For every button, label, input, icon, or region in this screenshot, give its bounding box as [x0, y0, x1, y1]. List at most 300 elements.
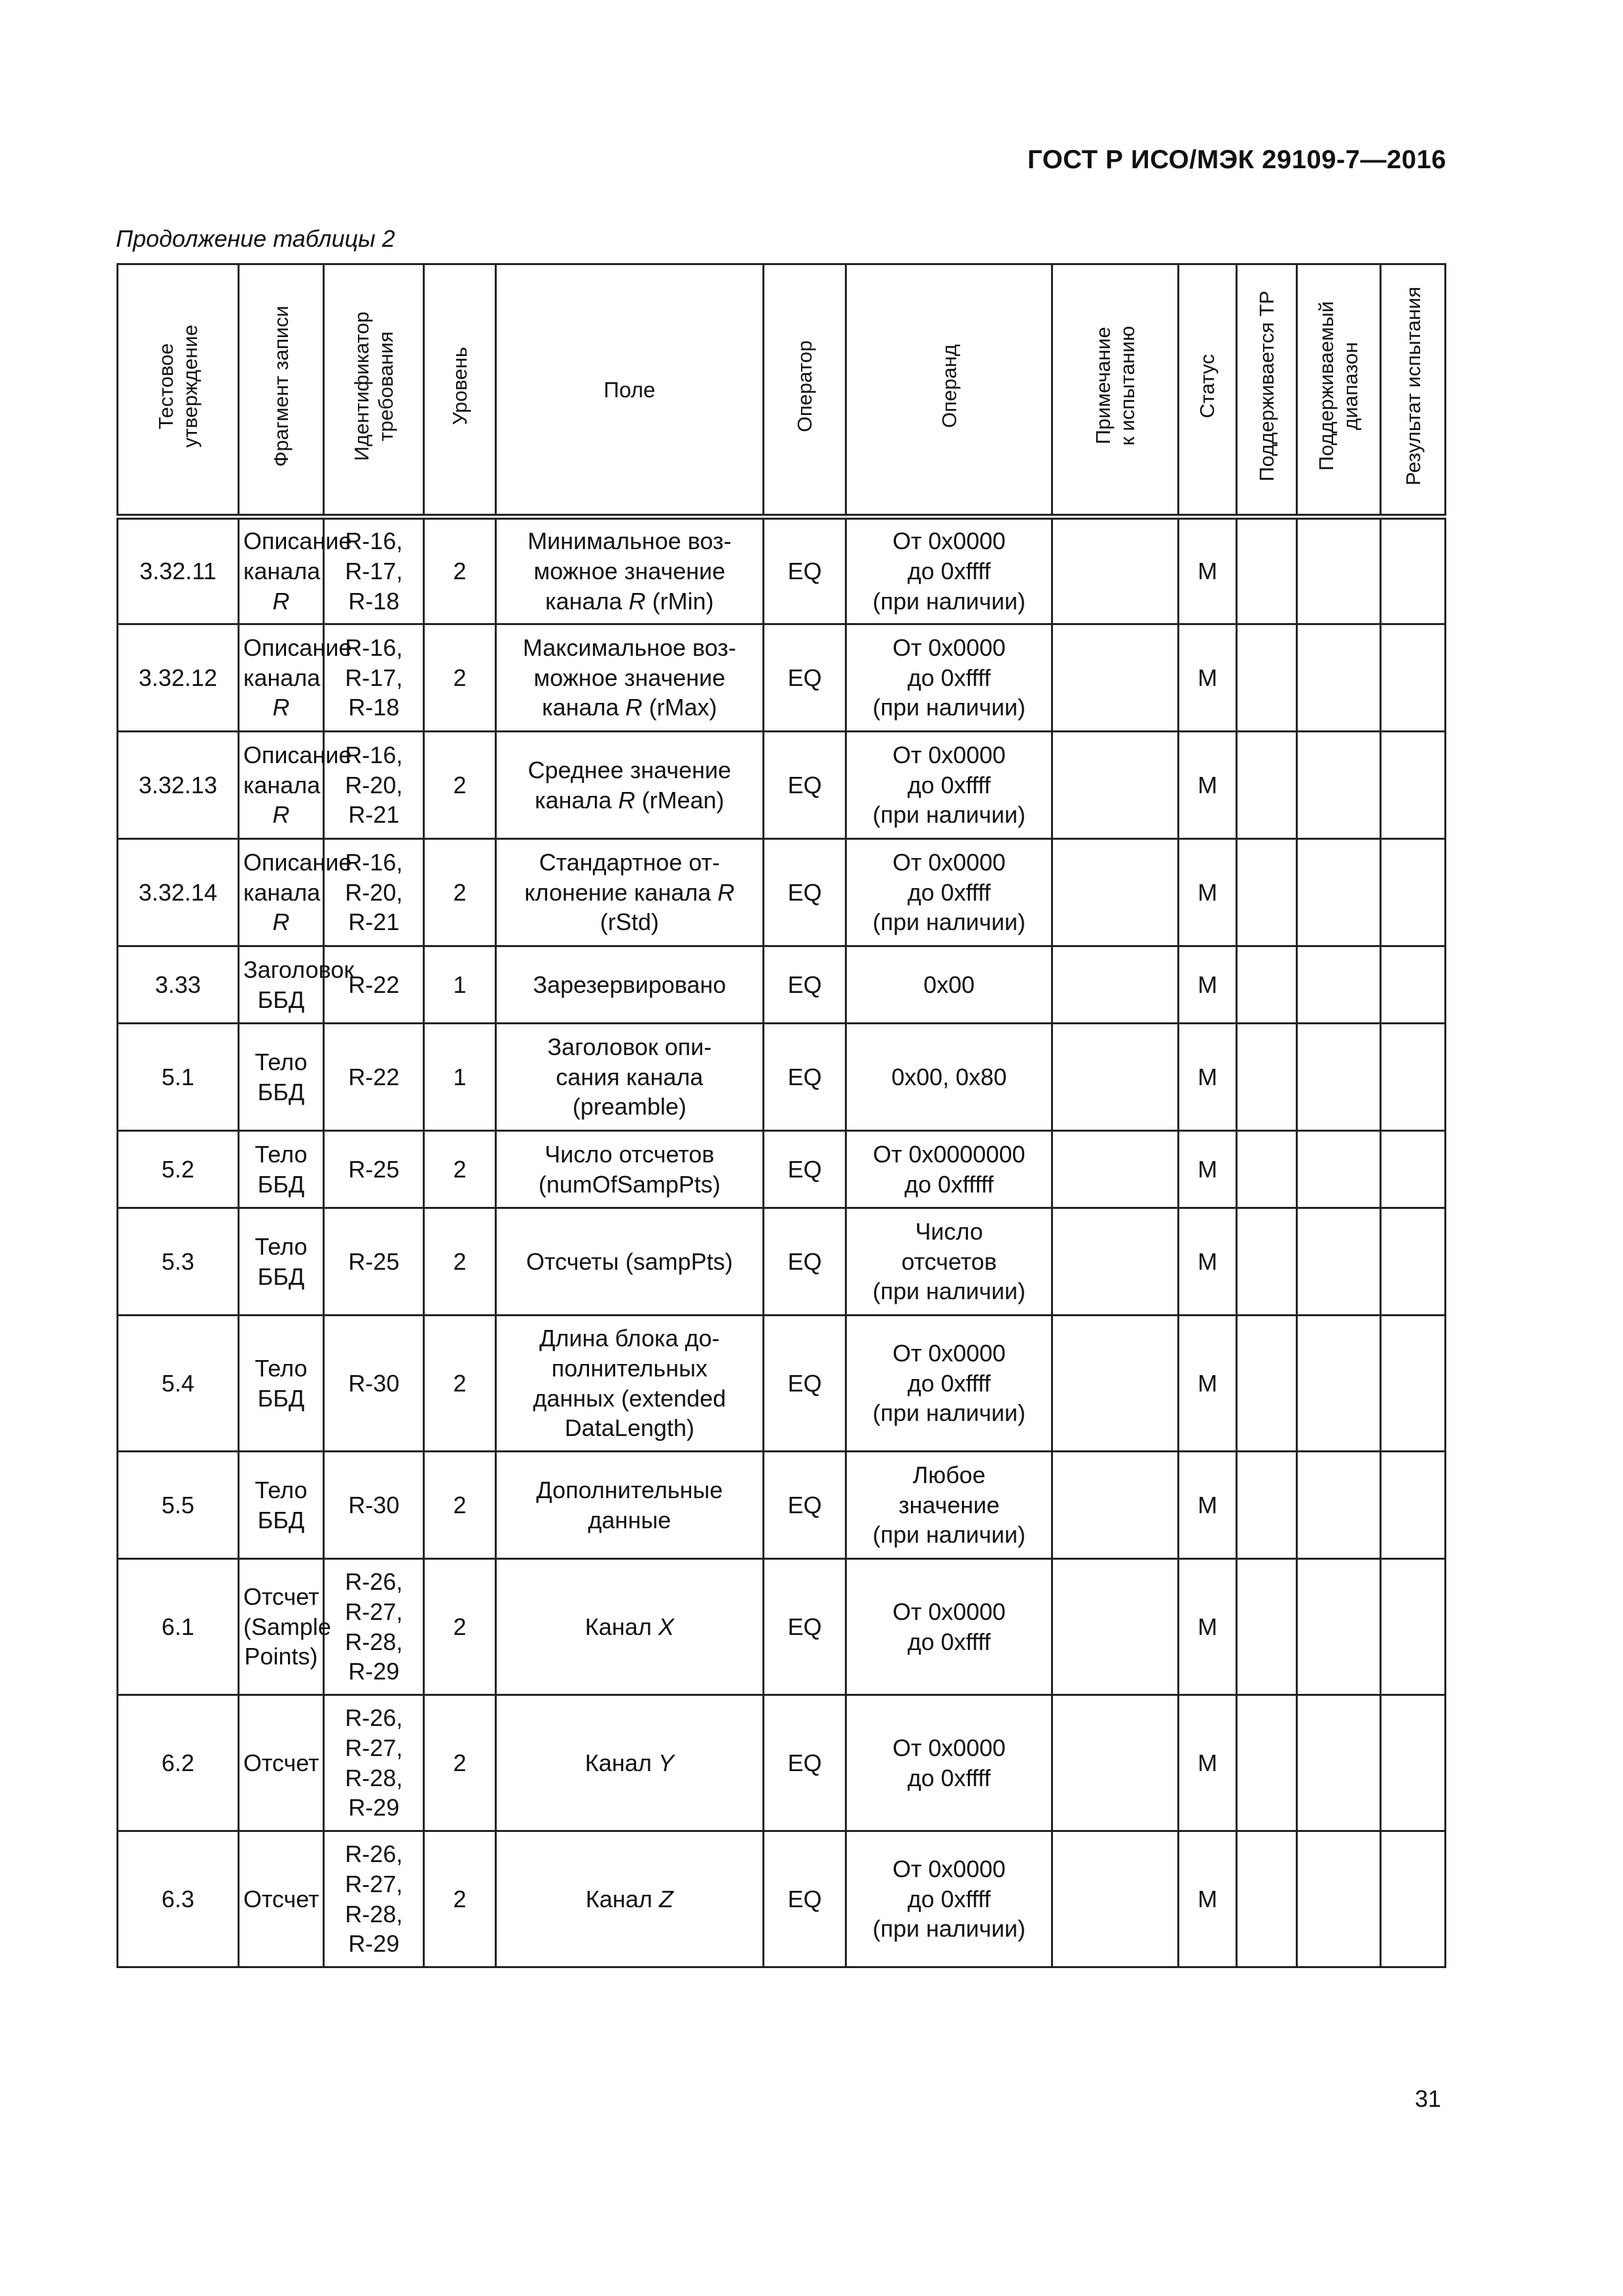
record-fragment: Тело ББД [255, 1140, 308, 1198]
cell-field [495, 624, 764, 732]
operator: EQ [787, 1369, 822, 1397]
table-caption: Продолжение таблицы 2 [116, 225, 395, 252]
cell-record-fragment [238, 839, 352, 946]
cell-record-fragment [238, 1452, 323, 1559]
requirement-id: R-30 [348, 1369, 400, 1397]
level: 2 [453, 1491, 467, 1518]
field-text: Канал [584, 1613, 658, 1640]
cell-status [1179, 1208, 1236, 1316]
cell-test-note [1052, 839, 1179, 946]
cell-status [1179, 946, 1236, 1024]
status: M [1198, 1155, 1218, 1183]
level: 2 [453, 1369, 467, 1397]
status: M [1198, 1369, 1218, 1397]
cell-assertion-id [118, 1024, 239, 1131]
status: M [1198, 664, 1218, 691]
cell-operand [846, 1131, 1052, 1208]
cell-operator [764, 1559, 846, 1695]
cell-supported-range [1297, 946, 1381, 1024]
assertion-id: 3.32.11 [139, 558, 217, 585]
requirement-id: R-22 [348, 1063, 400, 1090]
cell-operator [764, 839, 846, 946]
record-fragment: Тело ББД [255, 1354, 308, 1412]
cell-assertion-id [118, 624, 239, 732]
cell-status [1179, 624, 1236, 732]
cell-operand [846, 946, 1052, 1024]
operator: EQ [787, 771, 822, 798]
cell-field [495, 1208, 764, 1316]
operand: От 0x0000 до 0xffff (при наличии) [872, 741, 1026, 829]
table-row [118, 1695, 1446, 1831]
cell-test-result [1381, 946, 1446, 1024]
record-fragment-italic: R [272, 801, 290, 829]
cell-operand [846, 1452, 1052, 1559]
cell-level [424, 517, 495, 624]
field-text-tail: (rMax) [642, 694, 717, 721]
cell-supported-tr [1236, 1131, 1296, 1208]
cell-operand [846, 1024, 1052, 1131]
cell-test-result [1381, 1831, 1446, 1967]
cell-operand [846, 839, 1052, 946]
operand: От 0x0000 до 0xffff (при наличии) [872, 1855, 1026, 1943]
requirement-id: R-22 [348, 971, 400, 998]
operand: От 0x0000 до 0xffff (при наличии) [872, 528, 1026, 615]
cell-assertion-id [118, 839, 239, 946]
cell-field [495, 517, 764, 624]
field-text: Минимальное воз- можное значение канала [527, 528, 732, 615]
cell-test-result [1381, 1452, 1446, 1559]
table-row [118, 1208, 1446, 1316]
field-italic: R [618, 786, 635, 814]
cell-record-fragment [238, 1208, 323, 1316]
cell-operand [846, 624, 1052, 732]
cell-supported-tr [1236, 1831, 1296, 1967]
operator: EQ [787, 664, 822, 691]
col-header-label: Примечание к испытанию [1092, 326, 1139, 446]
cell-assertion-id [118, 1452, 239, 1559]
cell-record-fragment [238, 1695, 323, 1831]
table-row [118, 1559, 1446, 1695]
requirement-id: R-26, R-27, R-28, R-29 [345, 1704, 403, 1821]
cell-level [424, 1559, 495, 1695]
col-header-label: Поддерживается ТР [1255, 290, 1278, 482]
field-text: Стандартное от- клонение канала [524, 848, 721, 906]
cell-assertion-id [118, 732, 239, 839]
cell-operator [764, 624, 846, 732]
assertion-id: 6.3 [161, 1885, 194, 1912]
requirement-id: R-25 [348, 1247, 400, 1275]
field-italic: R [628, 587, 646, 615]
cell-test-result [1381, 1208, 1446, 1316]
cell-test-result [1381, 839, 1446, 946]
operand: От 0x0000000 до 0xfffff [872, 1140, 1026, 1198]
assertion-id: 5.4 [161, 1369, 194, 1397]
col-level [424, 264, 495, 517]
cell-requirement-id [324, 1559, 424, 1695]
cell-supported-tr [1236, 624, 1296, 732]
cell-supported-range [1297, 1131, 1381, 1208]
cell-supported-range [1297, 1024, 1381, 1131]
cell-operand [846, 1695, 1052, 1831]
cell-test-result [1381, 1695, 1446, 1831]
table-row [118, 946, 1446, 1024]
cell-supported-range [1297, 1559, 1381, 1695]
cell-requirement-id [324, 1131, 424, 1208]
record-fragment: Описание канала [243, 741, 352, 798]
cell-level [424, 1831, 495, 1967]
operator: EQ [787, 1247, 822, 1275]
cell-operand [846, 517, 1052, 624]
field-italic: X [658, 1613, 674, 1640]
operand: 0x00, 0x80 [891, 1063, 1007, 1090]
cell-level [424, 732, 495, 839]
cell-test-note [1052, 1316, 1179, 1452]
assertion-id: 6.1 [161, 1613, 194, 1640]
cell-level [424, 624, 495, 732]
status: M [1198, 1063, 1218, 1090]
field-text: Длина блока до- полнительных данных (extended DataLength) [533, 1325, 726, 1442]
cell-supported-tr [1236, 517, 1296, 624]
assertion-id: 5.5 [161, 1491, 194, 1518]
cell-test-result [1381, 624, 1446, 732]
field-text-tail: (rStd) [599, 908, 659, 936]
requirement-id: R-16, R-17, R-18 [345, 528, 403, 615]
col-field [495, 264, 764, 517]
cell-operand [846, 1831, 1052, 1967]
cell-assertion-id [118, 1559, 239, 1695]
col-test-assertion [118, 264, 239, 517]
cell-record-fragment [238, 1559, 331, 1695]
cell-operand [846, 1208, 1052, 1316]
col-header-label: Поле [603, 378, 656, 403]
record-fragment: Тело ББД [255, 1232, 308, 1290]
cell-status [1179, 1131, 1236, 1208]
assertion-id: 5.1 [161, 1063, 194, 1090]
field-text: Дополнительные данные [536, 1476, 723, 1534]
cell-record-fragment [238, 517, 352, 624]
cell-operator [764, 1208, 846, 1316]
cell-requirement-id [324, 1024, 424, 1131]
cell-status [1179, 1831, 1236, 1967]
col-operator [764, 264, 846, 517]
cell-level [424, 1208, 495, 1316]
assertion-id: 5.3 [161, 1247, 194, 1275]
cell-operator [764, 1316, 846, 1452]
cell-field [495, 839, 764, 946]
cell-assertion-id [118, 1208, 239, 1316]
cell-field [495, 1316, 764, 1452]
requirement-id: R-16, R-17, R-18 [345, 634, 403, 721]
cell-operator [764, 1024, 846, 1131]
status: M [1198, 771, 1218, 798]
cell-test-result [1381, 1131, 1446, 1208]
col-record-fragment [238, 264, 323, 517]
operator: EQ [787, 558, 822, 585]
record-fragment: Заголовок ББД [243, 956, 355, 1013]
operator: EQ [787, 1613, 822, 1640]
cell-requirement-id [324, 1831, 424, 1967]
operand: 0x00 [923, 971, 975, 998]
cell-field [495, 1131, 764, 1208]
cell-supported-tr [1236, 946, 1296, 1024]
field-text: Заголовок опи- сания канала (preamble) [547, 1033, 712, 1121]
level: 2 [453, 664, 467, 691]
record-fragment: Отсчет (Sample Points) [243, 1583, 331, 1670]
table-row [118, 1024, 1446, 1131]
col-test-note [1052, 264, 1179, 517]
operand: От 0x0000 до 0xffff [892, 1734, 1006, 1791]
operand: Любое значение (при наличии) [872, 1461, 1026, 1549]
operand: Число отсчетов (при наличии) [872, 1217, 1026, 1305]
status: M [1198, 1885, 1218, 1912]
cell-test-note [1052, 1831, 1179, 1967]
status: M [1198, 1491, 1218, 1518]
cell-test-note [1052, 1024, 1179, 1131]
table-row [118, 1831, 1446, 1967]
cell-status [1179, 1316, 1236, 1452]
table-row [118, 1452, 1446, 1559]
cell-test-note [1052, 1452, 1179, 1559]
level: 2 [453, 878, 467, 906]
document-header: ГОСТ Р ИСО/МЭК 29109-7—2016 [1027, 145, 1446, 174]
cell-assertion-id [118, 1131, 239, 1208]
cell-field [495, 1452, 764, 1559]
level: 2 [453, 1749, 467, 1776]
page-number: 31 [1414, 2085, 1441, 2112]
cell-supported-tr [1236, 1452, 1296, 1559]
cell-supported-tr [1236, 839, 1296, 946]
cell-operand [846, 1316, 1052, 1452]
cell-supported-range [1297, 624, 1381, 732]
cell-status [1179, 517, 1236, 624]
col-header-label: Тестовое утверждение [154, 324, 202, 448]
record-fragment-italic: R [272, 587, 290, 615]
cell-supported-tr [1236, 1695, 1296, 1831]
field-text: Канал [584, 1749, 658, 1776]
cell-assertion-id [118, 946, 239, 1024]
requirement-id: R-26, R-27, R-28, R-29 [345, 1568, 403, 1685]
field-text: Зарезервировано [533, 971, 726, 998]
cell-supported-range [1297, 1452, 1381, 1559]
cell-assertion-id [118, 1831, 239, 1967]
assertion-id: 5.2 [161, 1155, 194, 1183]
cell-level [424, 1316, 495, 1452]
field-italic: Z [658, 1885, 673, 1912]
cell-level [424, 839, 495, 946]
field-text-tail: (rMin) [645, 587, 714, 615]
field-italic: R [625, 694, 643, 721]
level: 2 [453, 1885, 467, 1912]
col-header-label: Статус [1196, 353, 1219, 418]
level: 2 [453, 1247, 467, 1275]
cell-operand [846, 1559, 1052, 1695]
operator: EQ [787, 878, 822, 906]
test-assertions-table [116, 263, 1446, 1968]
cell-level [424, 1452, 495, 1559]
table-row [118, 517, 1446, 624]
cell-requirement-id [324, 1695, 424, 1831]
requirement-id: R-26, R-27, R-28, R-29 [345, 1840, 403, 1958]
cell-field [495, 1559, 764, 1695]
cell-supported-tr [1236, 732, 1296, 839]
assertion-id: 3.32.12 [138, 664, 217, 691]
cell-operator [764, 732, 846, 839]
col-header-label: Уровень [448, 346, 471, 425]
cell-test-result [1381, 517, 1446, 624]
cell-test-result [1381, 1316, 1446, 1452]
table-row [118, 839, 1446, 946]
operator: EQ [787, 1063, 822, 1090]
cell-assertion-id [118, 1316, 239, 1452]
field-text: Отсчеты (sampPts) [526, 1247, 733, 1275]
operand: От 0x0000 до 0xffff (при наличии) [872, 634, 1026, 721]
field-text-tail: (rMean) [635, 786, 724, 814]
record-fragment: Отсчет [243, 1749, 319, 1776]
requirement-id: R-16, R-20, R-21 [345, 848, 403, 936]
cell-level [424, 1695, 495, 1831]
cell-record-fragment [238, 1131, 323, 1208]
level: 2 [453, 558, 467, 585]
cell-supported-tr [1236, 1208, 1296, 1316]
level: 2 [453, 771, 467, 798]
field-text: Число отсчетов (numOfSampPts) [538, 1140, 721, 1198]
assertion-id: 3.32.13 [138, 771, 217, 798]
cell-status [1179, 732, 1236, 839]
cell-record-fragment [238, 1831, 323, 1967]
level: 1 [453, 1063, 467, 1090]
level: 2 [453, 1155, 467, 1183]
cell-status [1179, 1452, 1236, 1559]
cell-test-note [1052, 1695, 1179, 1831]
col-test-result [1381, 264, 1446, 517]
cell-level [424, 1131, 495, 1208]
field-italic: Y [658, 1749, 674, 1776]
cell-supported-tr [1236, 1024, 1296, 1131]
assertion-id: 6.2 [161, 1749, 194, 1776]
col-header-label: Операнд [937, 344, 961, 428]
field-italic: R [717, 878, 735, 906]
record-fragment: Тело ББД [255, 1048, 308, 1105]
field-text: Среднее значение канала [527, 756, 732, 814]
col-header-label: Поддерживаемый диапазон [1315, 301, 1363, 471]
header-row [118, 264, 1446, 517]
requirement-id: R-30 [348, 1491, 400, 1518]
table-row [118, 1316, 1446, 1452]
cell-test-result [1381, 1559, 1446, 1695]
operand: От 0x0000 до 0xffff (при наличии) [872, 848, 1026, 936]
cell-assertion-id [118, 1695, 239, 1831]
cell-field [495, 1024, 764, 1131]
cell-supported-range [1297, 1208, 1381, 1316]
cell-test-note [1052, 1559, 1179, 1695]
cell-field [495, 1695, 764, 1831]
table-row [118, 624, 1446, 732]
col-supported-range [1297, 264, 1381, 517]
col-requirement-id [324, 264, 424, 517]
cell-test-note [1052, 517, 1179, 624]
cell-operator [764, 1131, 846, 1208]
operand: От 0x0000 до 0xffff (при наличии) [872, 1339, 1026, 1427]
operator: EQ [787, 1749, 822, 1776]
cell-operand [846, 732, 1052, 839]
record-fragment: Отсчет [243, 1885, 319, 1912]
cell-requirement-id [324, 1452, 424, 1559]
cell-status [1179, 1695, 1236, 1831]
cell-field [495, 1831, 764, 1967]
cell-supported-range [1297, 1695, 1381, 1831]
cell-record-fragment [238, 1316, 323, 1452]
cell-supported-range [1297, 732, 1381, 839]
operator: EQ [787, 1491, 822, 1518]
cell-assertion-id [118, 517, 239, 624]
cell-supported-range [1297, 1316, 1381, 1452]
level: 2 [453, 1613, 467, 1640]
cell-supported-range [1297, 1831, 1381, 1967]
status: M [1198, 1247, 1218, 1275]
cell-status [1179, 1559, 1236, 1695]
cell-supported-range [1297, 839, 1381, 946]
cell-record-fragment [238, 624, 352, 732]
status: M [1198, 558, 1218, 585]
field-text: Максимальное воз- можное значение канала [522, 634, 736, 721]
cell-supported-tr [1236, 1316, 1296, 1452]
col-header-label: Идентификатор требования [350, 311, 398, 461]
record-fragment: Описание канала [243, 528, 352, 585]
table-row [118, 732, 1446, 839]
requirement-id: R-25 [348, 1155, 400, 1183]
cell-test-result [1381, 732, 1446, 839]
cell-record-fragment [238, 732, 352, 839]
cell-test-note [1052, 1208, 1179, 1316]
col-operand [846, 264, 1052, 517]
cell-requirement-id [324, 1208, 424, 1316]
cell-test-note [1052, 624, 1179, 732]
cell-operator [764, 1695, 846, 1831]
level: 1 [453, 971, 467, 998]
cell-status [1179, 1024, 1236, 1131]
table-row [118, 1131, 1446, 1208]
record-fragment: Тело ББД [255, 1476, 308, 1534]
status: M [1198, 1749, 1218, 1776]
cell-field [495, 732, 764, 839]
cell-level [424, 1024, 495, 1131]
cell-record-fragment [238, 1024, 323, 1131]
cell-operator [764, 1831, 846, 1967]
status: M [1198, 878, 1218, 906]
col-header-label: Результат испытания [1401, 286, 1425, 486]
cell-supported-tr [1236, 1559, 1296, 1695]
cell-status [1179, 839, 1236, 946]
col-status [1179, 264, 1236, 517]
status: M [1198, 971, 1218, 998]
cell-requirement-id [324, 1316, 424, 1452]
cell-test-note [1052, 732, 1179, 839]
cell-test-note [1052, 1131, 1179, 1208]
record-fragment-italic: R [272, 694, 290, 721]
cell-record-fragment [238, 946, 355, 1024]
status: M [1198, 1613, 1218, 1640]
cell-operator [764, 517, 846, 624]
cell-operator [764, 946, 846, 1024]
cell-level [424, 946, 495, 1024]
cell-test-result [1381, 1024, 1446, 1131]
requirement-id: R-16, R-20, R-21 [345, 741, 403, 829]
field-text: Канал [585, 1885, 659, 1912]
col-supported-tr [1236, 264, 1296, 517]
record-fragment: Описание канала [243, 848, 352, 906]
col-header-label: Фрагмент записи [269, 305, 293, 467]
operand: От 0x0000 до 0xffff [892, 1598, 1006, 1655]
